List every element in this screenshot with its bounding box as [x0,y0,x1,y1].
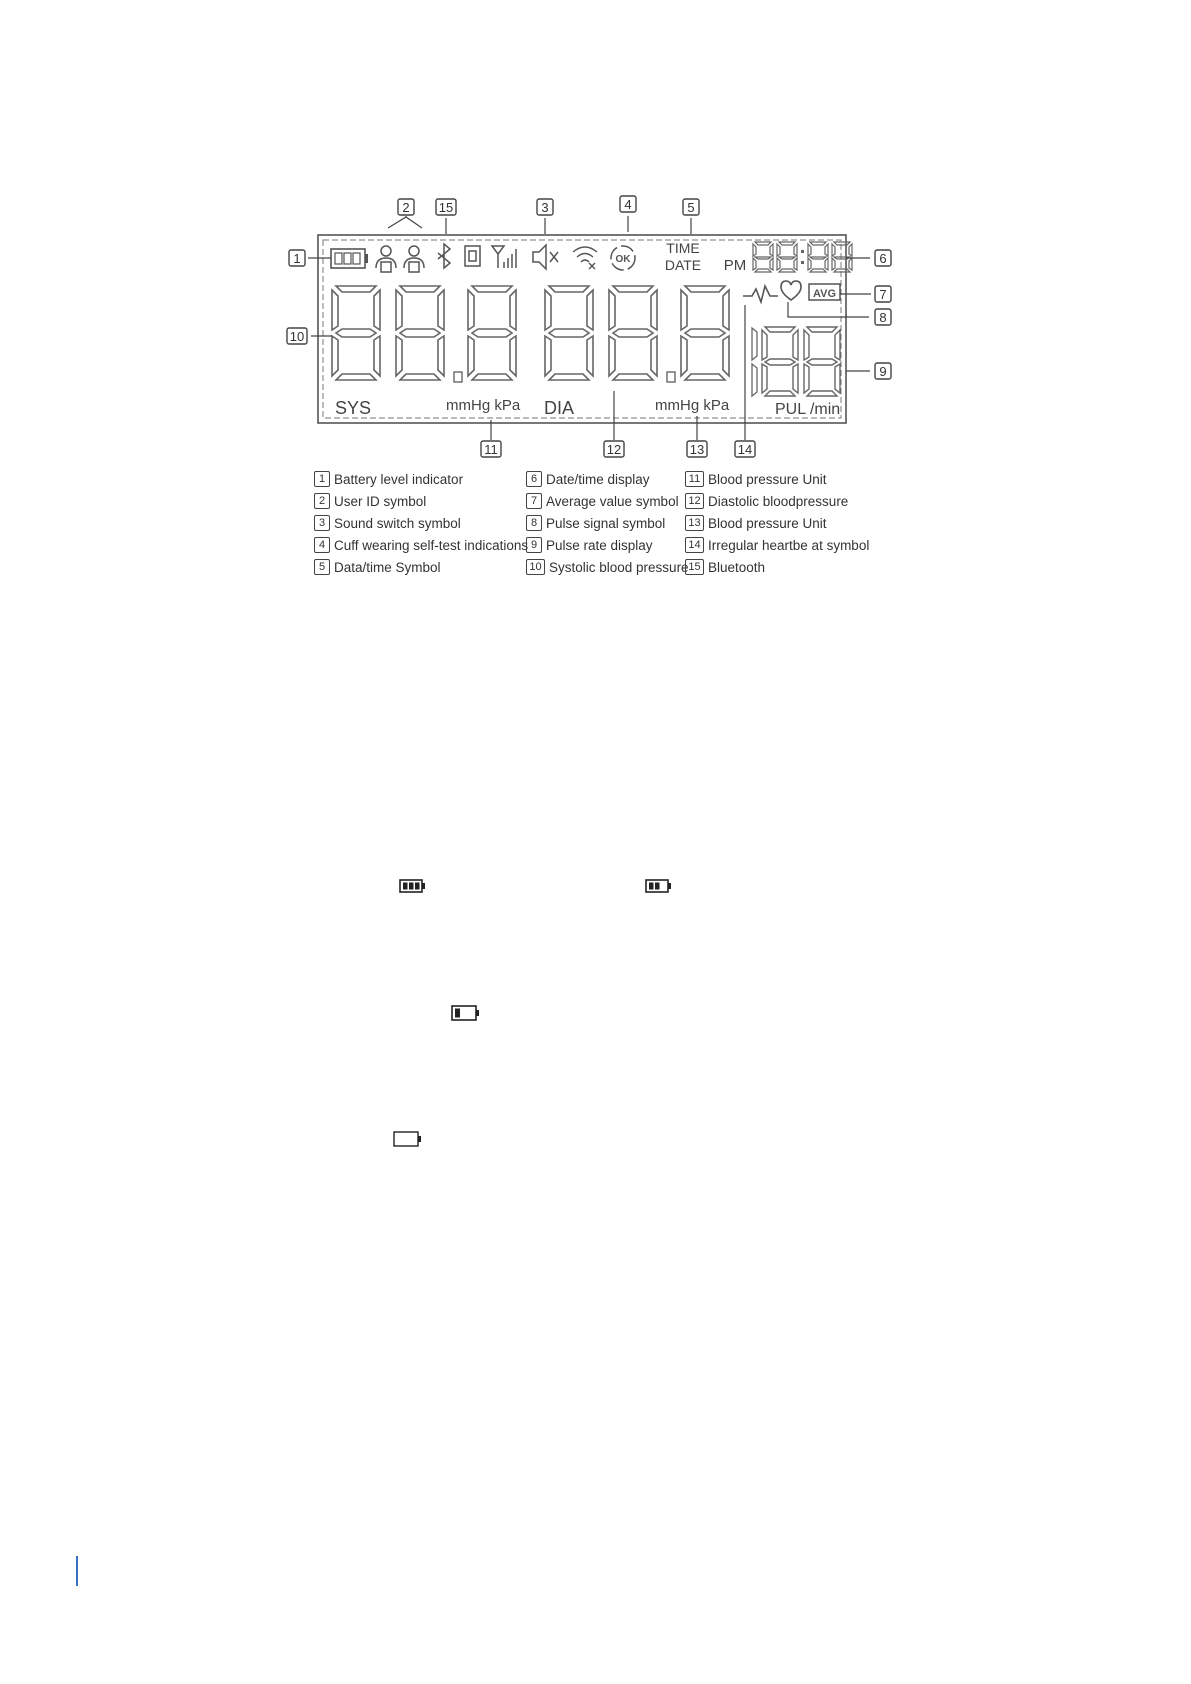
callout-number: 15 [438,200,454,215]
lcd-diagram [0,0,1191,600]
svg-text:AVG: AVG [812,288,837,300]
callout-13 [687,441,707,457]
callout-6 [875,250,891,266]
callout-number: 13 [689,442,705,457]
memory-icon [465,246,480,266]
callout-14 [735,441,755,457]
sys-label: SYS [335,398,372,418]
callout-number: 6 [879,251,887,266]
legend-text: Systolic blood pressure [549,559,689,575]
legend-text: Battery level indicator [334,471,464,487]
unit-label-dia: mmHg kPa [655,397,730,414]
legend-text: Date/time display [546,471,650,487]
date-label: DATE [664,257,702,273]
time-label: TIME [666,240,700,256]
callout-5 [683,199,699,215]
legend-number: 11 [685,471,704,487]
page-margin-bar [76,1556,78,1586]
time-digits [753,242,852,272]
legend-number: 6 [526,471,542,487]
callout-12 [604,441,624,457]
pm-label: PM [723,257,747,274]
battery-empty-icon [393,1130,423,1148]
legend-number: 13 [685,515,704,531]
pul-label: PUL /min [775,401,841,418]
legend-text: Data/time Symbol [334,559,441,575]
pulse-wave-icon [743,286,778,302]
battery-full-icon [399,878,427,894]
callout-number: 9 [879,364,887,379]
signal-icon [492,246,516,268]
legend-text: Sound switch symbol [334,515,461,531]
legend-number: 10 [526,559,545,575]
dia-digits [545,286,729,382]
callout-number: 12 [606,442,622,457]
legend-number: 4 [314,537,330,553]
cuff-signal-icon [573,247,597,269]
user-2-icon [404,246,424,272]
sys-digits [332,286,516,382]
callout-11 [481,441,501,457]
unit-label-sys: mmHg kPa [446,397,521,414]
callout-number: 7 [879,287,887,302]
legend-number: 9 [526,537,542,553]
callout-7 [875,286,891,302]
callout-number: 10 [289,329,305,344]
dia-label: DIA [544,398,575,418]
legend-number: 8 [526,515,542,531]
bluetooth-icon [438,244,450,268]
avg-icon [809,284,840,300]
legend-text: User ID symbol [334,493,427,509]
legend-number: 14 [685,537,704,553]
legend-number: 2 [314,493,330,509]
legend-number: 1 [314,471,330,487]
callout-8 [875,309,891,325]
svg-text:OK: OK [615,254,631,265]
callout-1 [289,250,305,266]
legend-text: Bluetooth [708,559,766,575]
user-1-icon [376,246,396,272]
legend-text: Blood pressure Unit [708,515,827,531]
callout-number: 3 [541,200,549,215]
callout-number: 2 [402,200,410,215]
battery-two-bars-icon [645,878,673,894]
battery-one-bar-icon [451,1004,481,1022]
callout-2 [398,199,414,215]
legend-number: 7 [526,493,542,509]
callout-10 [287,328,307,344]
heart-icon [781,281,801,300]
legend-text: Average value symbol [546,493,679,509]
legend-text: Irregular heartbe at symbol [708,537,870,553]
cuff-ok-icon [611,246,635,270]
callout-number: 11 [484,442,498,457]
battery-icon [331,249,368,268]
callout-number: 8 [879,310,887,325]
callout-number: 4 [624,197,632,212]
legend-text: Cuff wearing self-test indications [334,537,529,553]
pulse-digits [752,327,840,396]
legend-text: Blood pressure Unit [708,471,827,487]
legend-text: Pulse rate display [546,537,653,553]
mute-icon [533,245,558,269]
callout-number: 14 [737,442,753,457]
legend-text: Pulse signal symbol [546,515,666,531]
callout-3 [537,199,553,215]
callout-number: 5 [687,200,695,215]
legend-number: 12 [685,493,704,509]
legend-number: 5 [314,559,330,575]
callout-4 [620,196,636,212]
legend-number: 3 [314,515,330,531]
legend-number: 15 [685,559,704,575]
callout-9 [875,363,891,379]
callout-number: 1 [293,251,301,266]
legend-text: Diastolic bloodpressure [708,493,849,509]
callout-15 [436,199,456,215]
